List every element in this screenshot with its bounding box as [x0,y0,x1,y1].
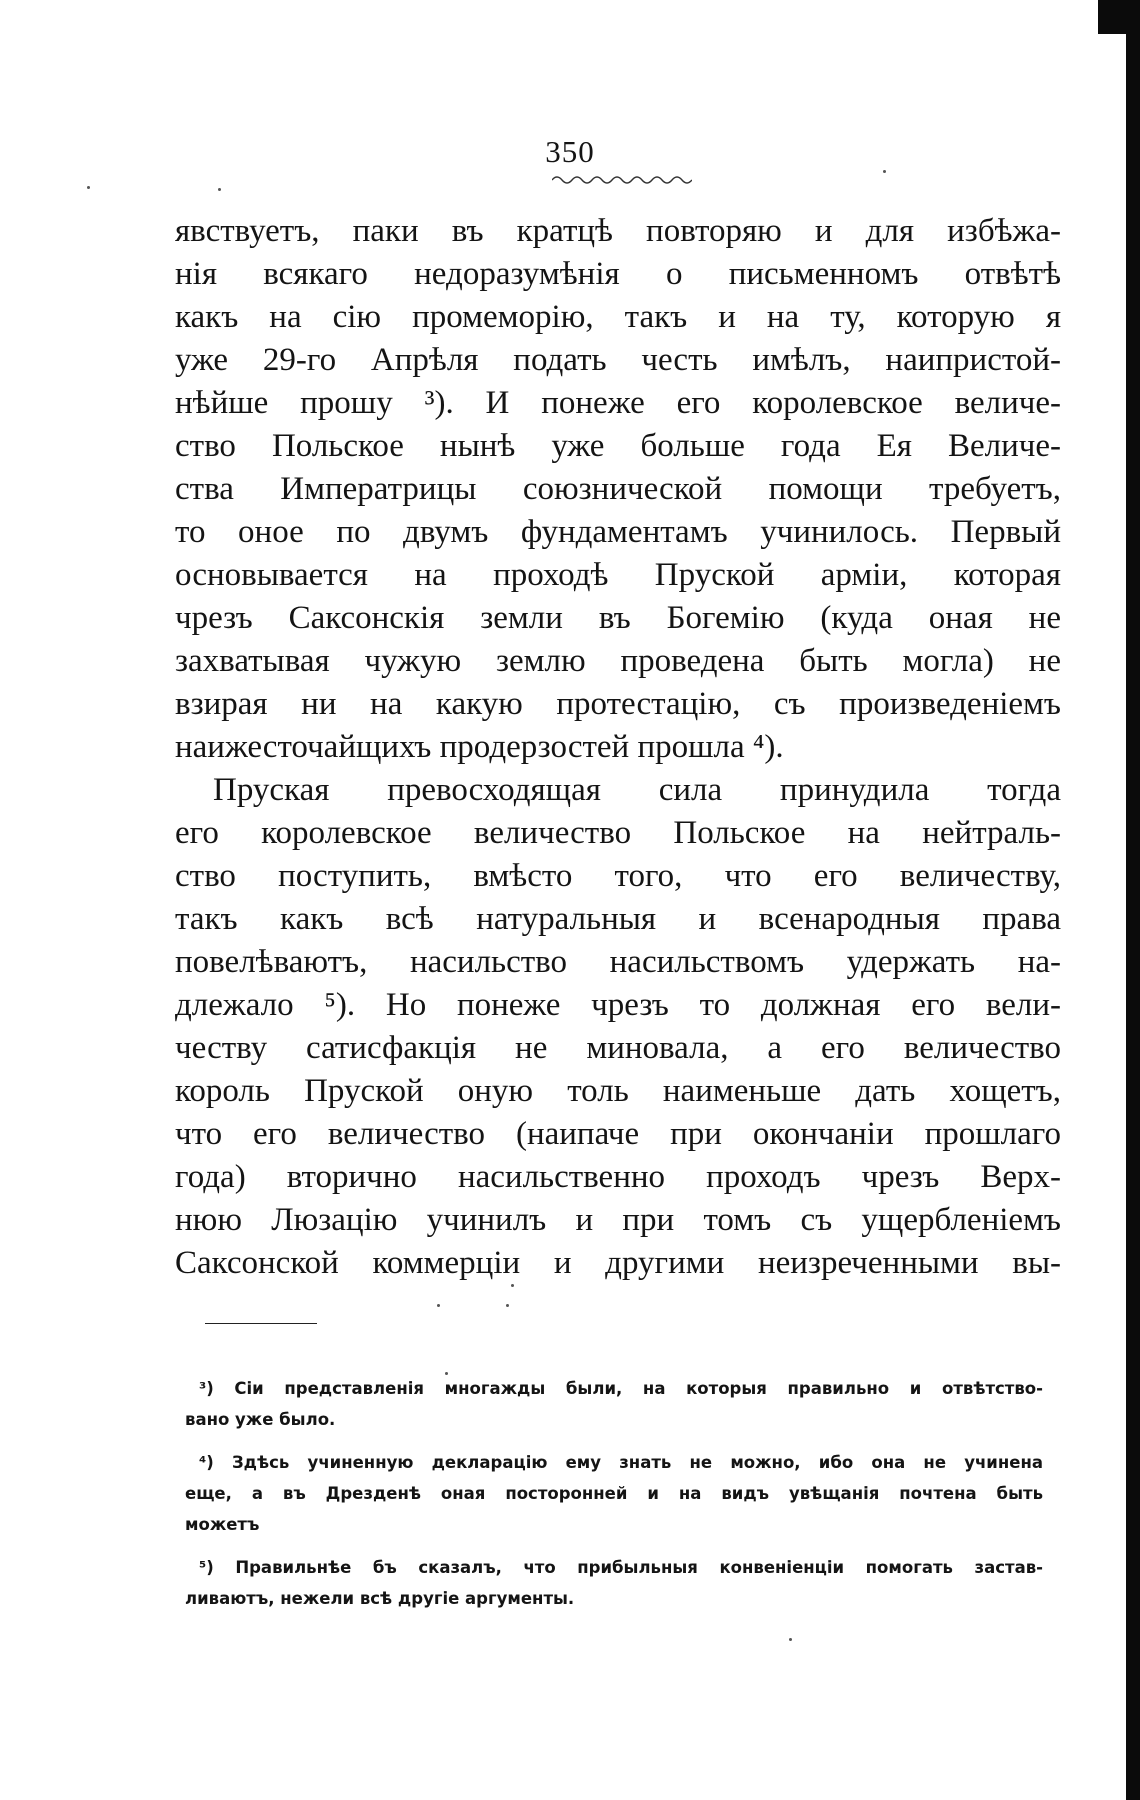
text-line: захватывая чужую землю проведена быть могла) не [175,643,1061,679]
footnote-line: еще, а въ Дрезденѣ оная посторонней и на видъ увѣщанія почтена быть [185,1484,1043,1503]
scan-speck [511,1284,514,1287]
text-line: что его величество (наипаче при окончаніи прошлаго [175,1116,1061,1152]
text-line-paragraph-start: Пруская превосходящая сила принудила тогда [213,772,1061,808]
page-number: 350 [545,134,595,169]
text-line: то оное по двумъ фундаментамъ учинилось. Первый [175,514,1061,550]
text-line: ства Императрицы союзнической помощи требуетъ, [175,471,1061,507]
scan-edge-corner [1098,0,1140,34]
footnote-3 [185,1373,1043,1435]
scan-speck [445,1372,448,1375]
text-line: нѣйше прошу ³). И понеже его королевское величе- [175,385,1061,421]
text-line: повелѣваютъ, насильство насильствомъ удержать на- [175,944,1061,980]
text-line: честву сатисфакція не миновала, а его величество [175,1030,1061,1066]
footnote-5 [185,1552,1043,1614]
footnote-line: ³) Сіи представленія многажды были, на которыя правильно и отвѣтство- [199,1379,1043,1398]
text-line: явствуетъ, паки въ кратцѣ повторяю и для избѣжа- [175,213,1061,249]
text-line: уже 29-го Апрѣля подать честь имѣлъ, наипристой- [175,342,1061,378]
footnote-line: ливаютъ, нежели всѣ другіе аргументы. [185,1589,575,1608]
text-line: нія всякаго недоразумѣнія о письменномъ отвѣтѣ [175,256,1061,292]
footnote-line: ⁵) Правильнѣе бъ сказалъ, что прибыльныя конвеніенціи помогать застав- [199,1558,1043,1577]
scan-speck [87,186,90,189]
text-line: ство Польское нынѣ уже больше года Ея Величе- [175,428,1061,464]
footnote-4 [185,1447,1043,1540]
text-line: Саксонской коммерціи и другими неизреченными вы- [175,1245,1061,1281]
footnote-line: можетъ [185,1515,260,1534]
text-line: нюю Люзацію учинилъ и при томъ съ ущербленіемъ [175,1202,1061,1238]
scan-speck [437,1304,440,1307]
scan-speck [506,1304,509,1307]
footnote-separator [205,1323,317,1324]
footnote-gap [185,1435,1043,1447]
text-line: король Пруской оную толь наименьше дать хощетъ, [175,1073,1061,1109]
text-line: такъ какъ всѣ натуральныя и всенародныя права [175,901,1061,937]
footnote-line: вано уже было. [185,1410,336,1429]
footnote-gap [185,1540,1043,1552]
text-line: его королевское величество Польское на нейтраль- [175,815,1061,851]
text-line-paragraph-end: наижесточайщихъ продерзостей прошла ⁴). [175,729,784,765]
scan-speck [218,188,221,191]
scan-speck [789,1638,792,1641]
text-line: взирая ни на какую протестацію, съ произведеніемъ [175,686,1061,722]
scan-speck [883,170,886,173]
text-line: года) вторично насильственно проходъ чрезъ Верх- [175,1159,1061,1195]
footnotes [185,1373,1043,1614]
scan-edge-shadow [1126,0,1140,1800]
text-line: ство поступить, вмѣсто того, что его величеству, [175,858,1061,894]
wavy-rule-ornament [552,172,692,184]
text-line: длежало ⁵). Но понеже чрезъ то должная его вели- [175,987,1061,1023]
text-line: основывается на проходѣ Пруской арміи, которая [175,557,1061,593]
text-line: чрезъ Саксонскія земли въ Богемію (куда оная не [175,600,1061,636]
main-text [175,210,1061,1285]
text-line: какъ на сію промеморію, такъ и на ту, которую я [175,299,1061,335]
footnote-line: ⁴) Здѣсь учиненную декларацію ему знать не можно, ибо она не учинена [199,1453,1043,1472]
